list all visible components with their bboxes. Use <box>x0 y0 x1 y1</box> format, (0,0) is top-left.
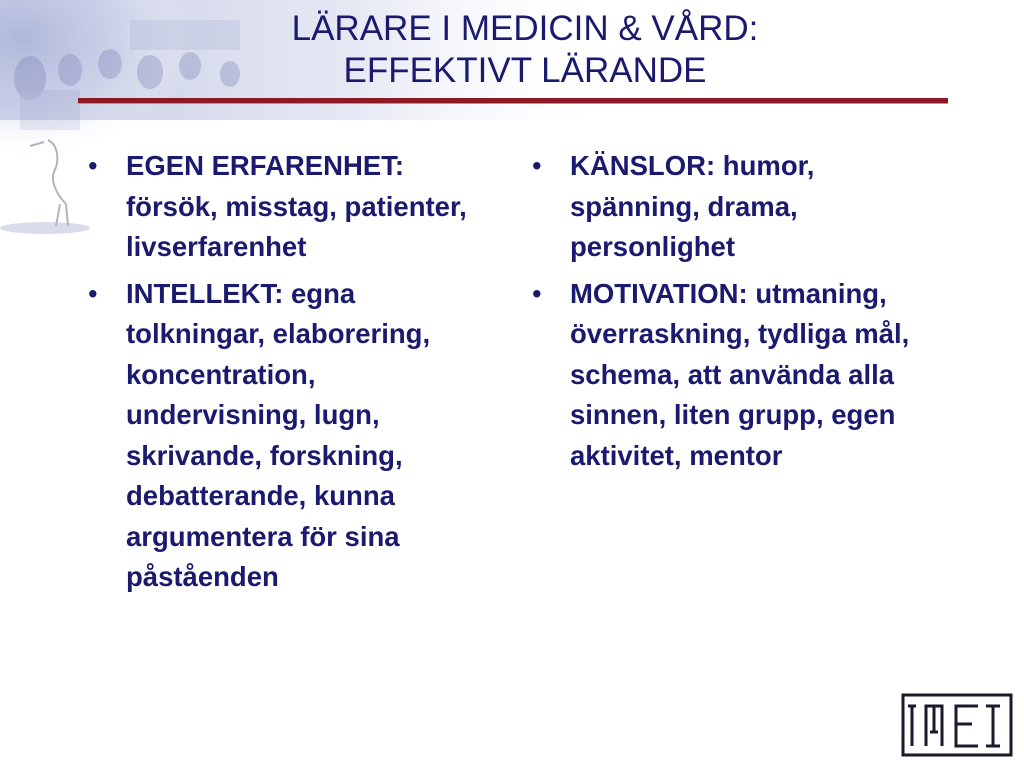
bullet-text: egna tolkningar, elaborering, koncentration, undervisning, lugn, skrivande, forskning, debatterande, kunna argumentera för sina påståenden <box>126 277 431 592</box>
bullet-intellekt <box>88 274 488 598</box>
bullet-text: utmaning, överraskning, tydliga mål, schema, att använda alla sinnen, liten grupp, egen aktivitet, mentor <box>570 277 910 471</box>
title-line-2: EFFEKTIVT LÄRANDE <box>343 51 707 90</box>
bullet-label: INTELLEKT: <box>126 277 284 309</box>
bullet-icon: • <box>88 150 98 181</box>
bullet-text: humor, spänning, drama, personlighet <box>570 150 815 262</box>
title-divider <box>78 98 948 104</box>
bullet-motivation <box>532 274 932 477</box>
bullet-icon: • <box>532 277 542 309</box>
title-line-1: LÄRARE I MEDICIN & VÅRD: <box>291 9 759 48</box>
bullet-icon: • <box>88 277 98 309</box>
slide-title <box>230 8 820 92</box>
right-bullet-column <box>532 146 932 482</box>
bullet-icon: • <box>532 150 542 181</box>
bullet-label: KÄNSLOR: <box>570 150 716 181</box>
ime-logo <box>900 692 1014 758</box>
bullet-kanslor <box>532 146 932 268</box>
left-bullet-column <box>88 146 488 604</box>
bullet-text: försök, misstag, patienter, livserfarenhet <box>126 190 467 262</box>
bullet-egen-erfarenhet <box>88 146 488 268</box>
bullet-label: MOTIVATION: <box>570 277 748 309</box>
bullet-label: EGEN ERFARENHET: <box>126 150 405 181</box>
